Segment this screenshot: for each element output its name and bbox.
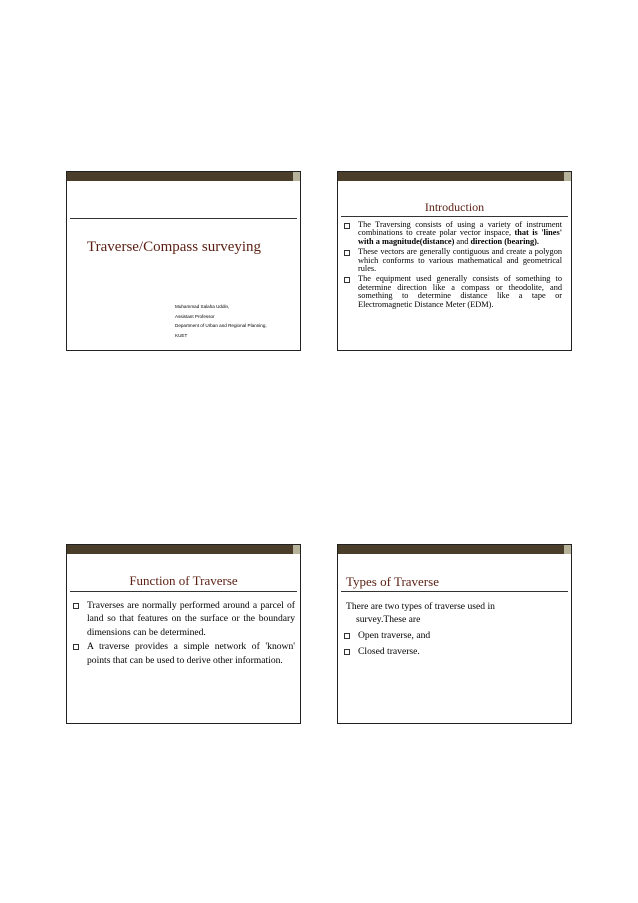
list-item [344,248,562,273]
slide-top-bar [67,545,300,554]
slide-title-text: Function of Traverse [129,573,238,588]
title-underline [341,591,568,592]
bullet-text: Traverses are normally performed around a parcel of land so that features on the surface or the boundary dimensions can be determined. [87,600,295,638]
list-item [73,599,295,639]
slide-types-of-traverse [337,544,572,724]
list-item [344,644,564,660]
slide-corner-accent [293,172,300,181]
list-item [344,221,562,246]
checkbox-bullet-icon [344,633,350,639]
slide-title-text: Traverse/Compass surveying [87,239,262,255]
slide-title-text: Introduction [424,200,485,214]
bullet-text: A traverse provides a simple network of 'known' points that can be used to derive other information. [87,641,295,666]
checkbox-bullet-icon [344,250,350,256]
bullet-text: These vectors are generally contiguous and create a polygon which conforms to various mathematical and geometrical rules. [358,247,562,274]
slide-corner-accent [564,545,571,554]
checkbox-bullet-icon [344,277,350,283]
bullet-text: The equipment used generally consists of something to determine direction like a compass or theodolite, and something to determine distance like a tape or Electromagnetic Distance Meter (EDM). [358,274,562,309]
bullet-text: Open traverse, and [358,630,431,641]
list-item [344,628,564,644]
slide-introduction [337,171,572,351]
slide-title-text: Types of Traverse [346,574,439,589]
author-name: Muhammad Salaha Uddin, [175,304,230,309]
author-block [175,302,267,340]
intro-text: There are two types of traverse used in survey.These are [346,601,495,626]
slide-top-bar [338,545,571,554]
slide-corner-accent [293,545,300,554]
bullet-list [73,599,295,667]
bullet-list [344,221,562,309]
author-department: Department of Urban and Regional Planning, [175,323,267,328]
slide-function-of-traverse [66,544,301,724]
list-item [344,275,562,309]
slide-top-bar [67,172,300,181]
author-university: KUET [175,332,188,338]
bullet-text: The Traversing consists of using a variety of instrument combinations to create polar vector inspace, that is 'lines' with a magnitude(distance) and direction (bearing). [358,220,563,246]
slide-corner-accent [564,172,571,181]
checkbox-bullet-icon [73,644,79,650]
checkbox-bullet-icon [344,649,350,655]
checkbox-bullet-icon [73,603,79,609]
author-position: Assistant Professor [175,313,215,319]
bullet-text: Closed traverse. [358,645,420,657]
title-underline [70,591,297,592]
slide-title [66,171,301,351]
bullet-list [344,628,564,659]
checkbox-bullet-icon [344,223,350,229]
slide-top-bar [338,172,571,181]
title-underline [70,218,297,219]
list-item [73,640,295,667]
title-underline [341,216,568,217]
